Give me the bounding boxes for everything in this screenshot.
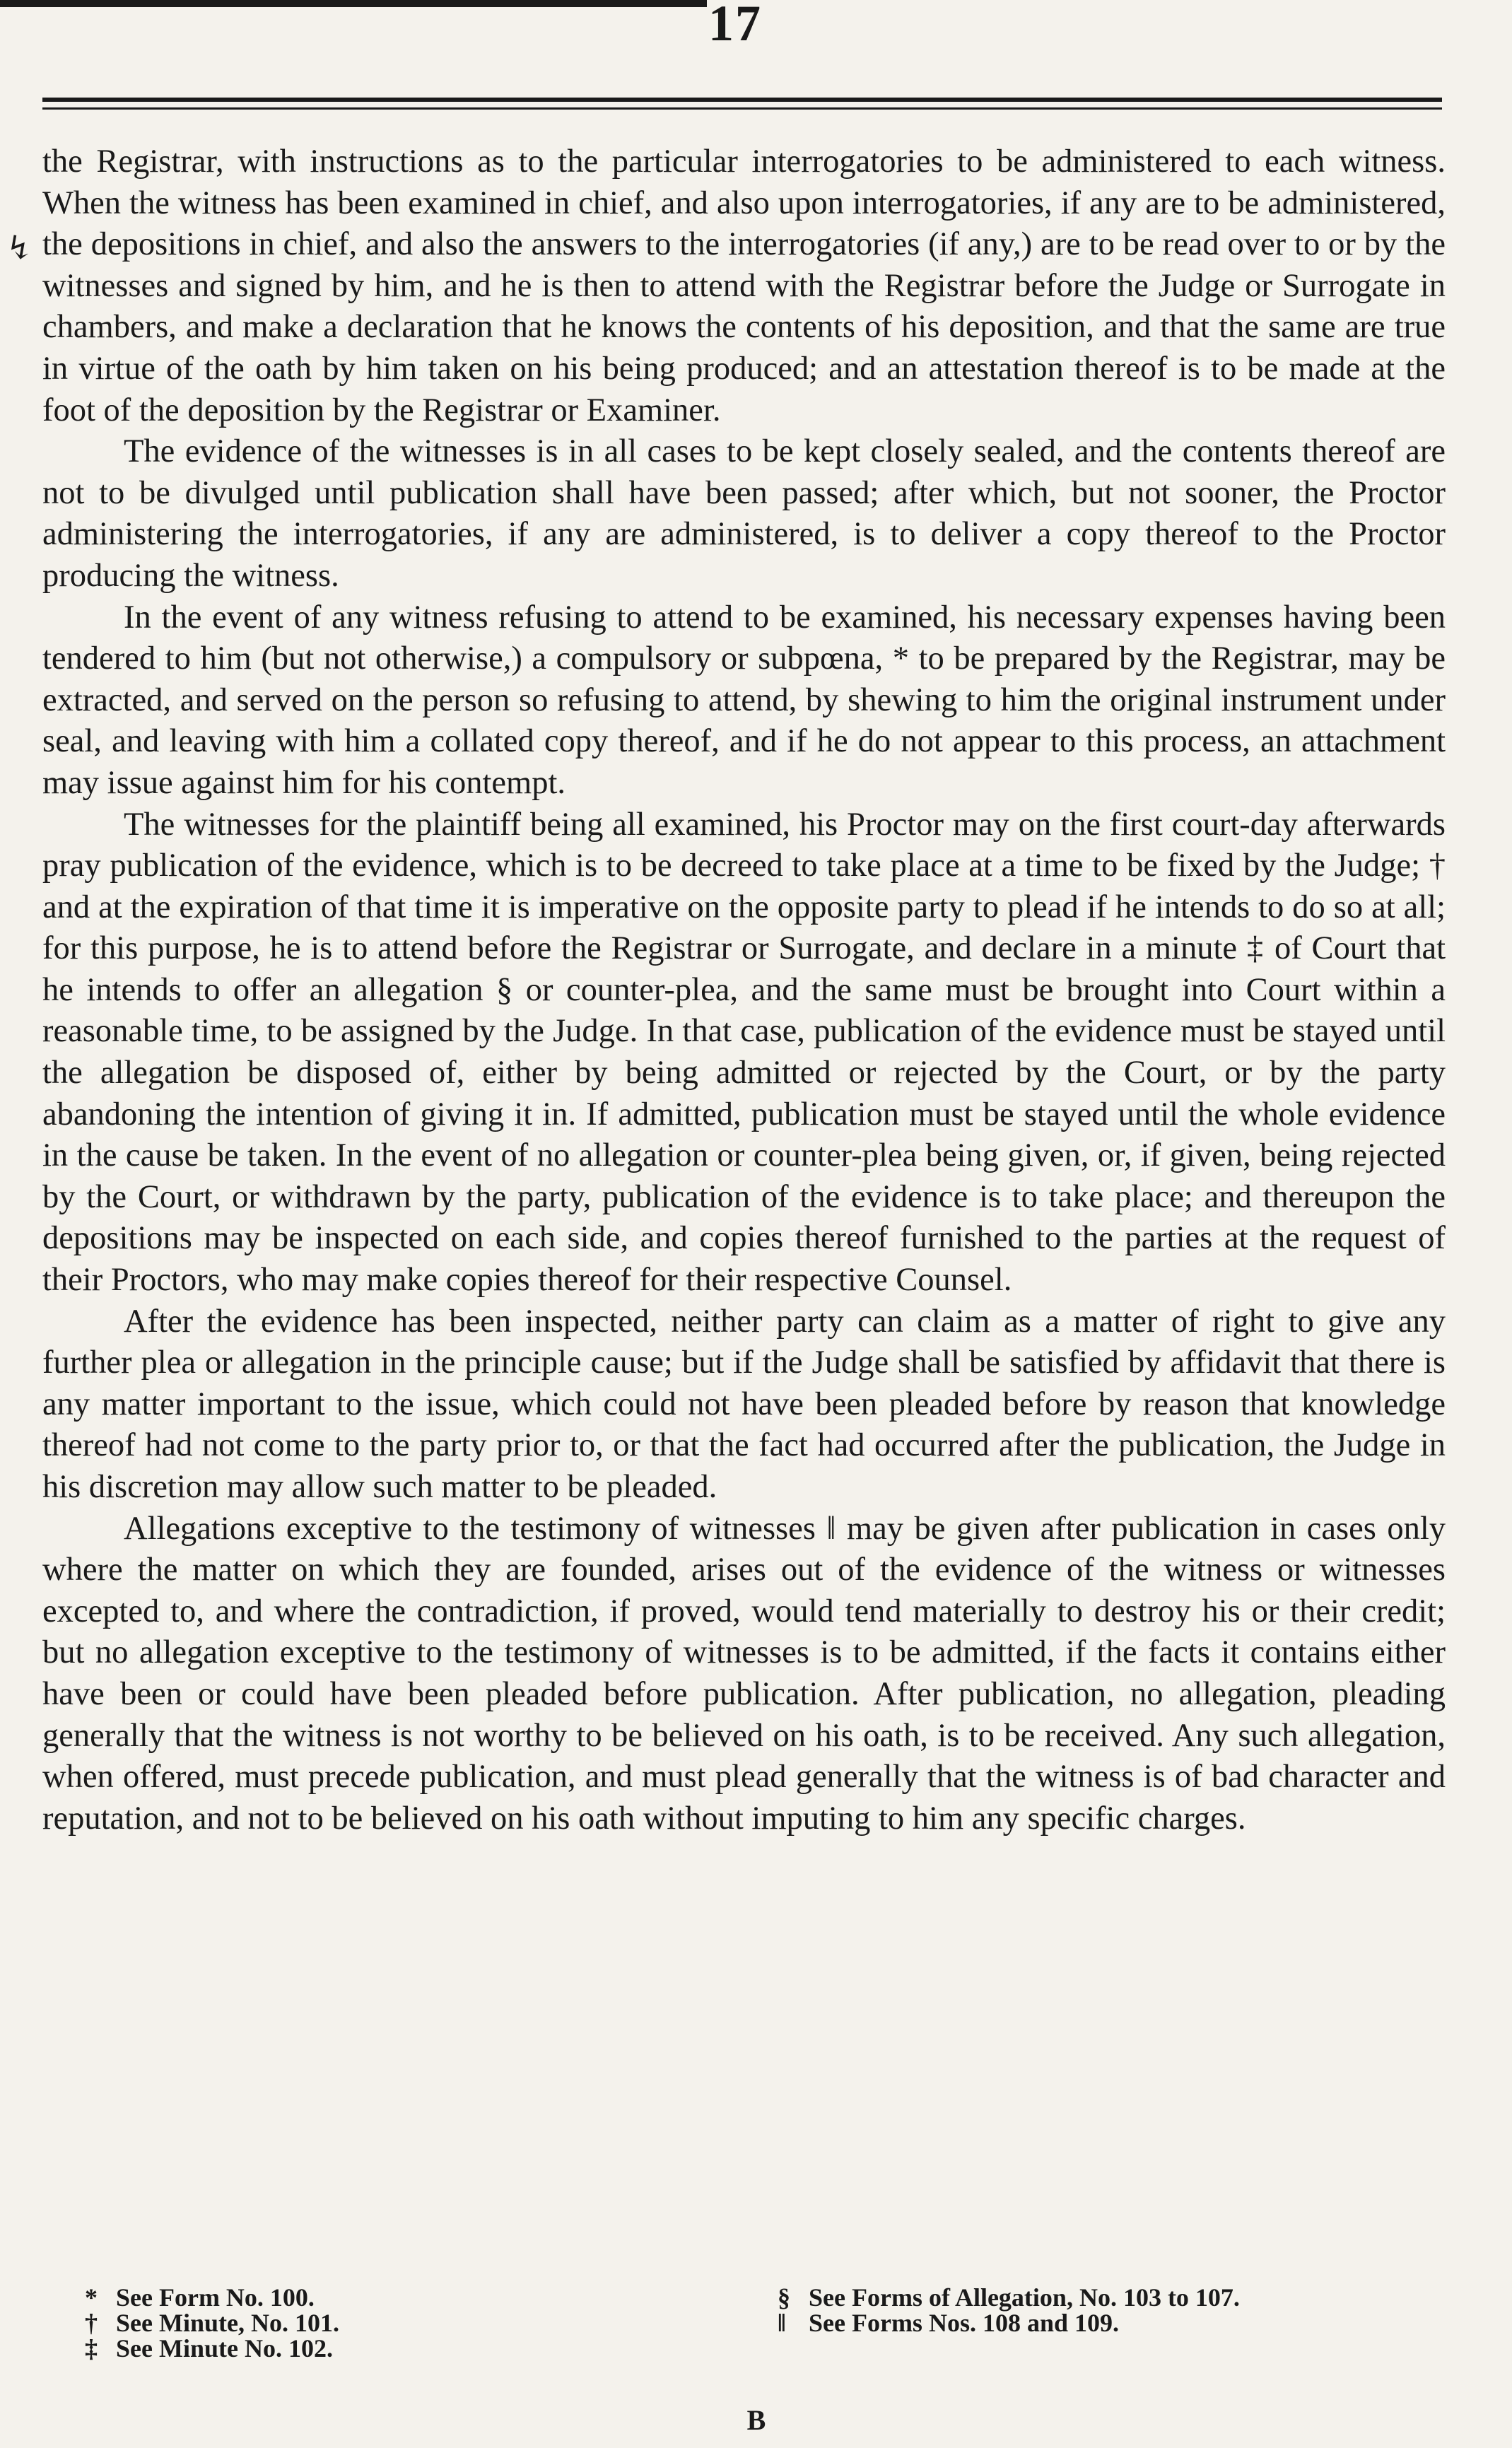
footnote-mark: § (778, 2283, 790, 2312)
footnote (85, 2310, 580, 2336)
paragraph-4: The witnesses for the plaintiff being all examined, his Proctor may on the first court-day afterwards pray publication of the evidence, which is to be decreed to take place at a time to be fixed by the Judge; † and at the expiration of that time it is imperative on the opposite party to plead if he intends to do so at all; for this purpose, he is to attend before the Registrar or Surrogate, and declare in a minute ‡ of Court that he intends to offer an allegation § or counter-plea, and the same must be brought into Court within a reasonable time, to be assigned by the Judge. In that case, publication of the evidence must be stayed until the allegation be disposed of, either by being admitted or rejected by the Court, or by the party abandoning the intention of giving it in. If admitted, publication must be stayed until the whole evidence in the cause be taken. In the event of no allegation or counter-plea being given, or, if given, being rejected by the Court, or withdrawn by the party, publication of the evidence is to take place; and thereupon the depositions may be inspected on each side, and copies thereof furnished to the parties at the request of their Proctors, who may make copies thereof for their respective Counsel. (42, 806, 1446, 1299)
footnotes-right-column (778, 2285, 1414, 2336)
margin-mark: ↯ (6, 230, 33, 266)
footnote (778, 2285, 1414, 2310)
footnote-mark: ‡ (85, 2334, 98, 2362)
footnote-text: See Minute No. 102. (116, 2334, 333, 2362)
footnote-text: See Form No. 100. (116, 2283, 315, 2312)
paragraph-6: Allegations exceptive to the testimony of witnesses ‖ may be given after publication in cases only where the matter on which they are founded, arises out of the evidence of the witness or witnesses excepted to, and where the contradiction, if proved, would tend materially to destroy his or their credit; but no allegation exceptive to the testimony of witnesses is to be admitted, if the facts it contains either have been or could have been pleaded before publication. After publication, no allegation, pleading generally that the witness is not worthy to be believed on his oath, is to be received. Any such allegation, when offered, must precede publication, and must plead generally that the witness is of bad character and reputation, and not to be believed on his oath without imputing to him any specific charges. (42, 1510, 1446, 1837)
footnote (778, 2310, 1414, 2336)
header-rule-thick (42, 98, 1442, 102)
paragraph-3: In the event of any witness refusing to attend to be examined, his necessary expenses having been tendered to him (but not otherwise,) a compulsory or subpœna, * to be prepared by the Registrar, may be extracted, and served on the person so refusing to attend, by shewing to him the original instrument under seal, and leaving with him a collated copy thereof, and if he do not appear to this process, an attachment may issue against him for his contempt. (42, 599, 1446, 801)
paragraph-5: After the evidence has been inspected, neither party can claim as a matter of right to give any further plea or allegation in the principle cause; but if the Judge shall be satisfied by affidavit that there is any matter important to the issue, which could not have been pleaded before by reason that knowledge thereof had not come to the party prior to, or that the fact had occurred after the publication, the Judge in his discretion may allow such matter to be pleaded. (42, 1303, 1446, 1505)
footnote-mark: * (85, 2283, 98, 2312)
footnote-text: See Forms of Allegation, No. 103 to 107. (809, 2283, 1240, 2312)
footnote-mark: ‖ (778, 2309, 786, 2337)
top-edge-rule (0, 0, 707, 7)
footnotes-left-column (85, 2285, 580, 2361)
footnote-text: See Forms Nos. 108 and 109. (809, 2309, 1119, 2337)
footnote-text: See Minute, No. 101. (116, 2309, 339, 2337)
footnote (85, 2336, 580, 2361)
footnote (85, 2285, 580, 2310)
page-number: 17 (708, 0, 762, 52)
header-rule-thin (42, 107, 1442, 110)
body-text (42, 141, 1446, 1839)
signature-mark: B (746, 2404, 766, 2436)
footnote-mark: † (85, 2309, 98, 2337)
paragraph-1: the Registrar, with instructions as to the particular interrogatories to be administered to each witness. When the witness has been examined in chief, and also upon interrogatories, if any are to be administered, the depositions in chief, and also the answers to the interrogatories (if any,) are to be read over to or by the witnesses and signed by him, and he is then to attend with the Registrar before the Judge or Surrogate in chambers, and make a declaration that he knows the contents of his deposition, and that the same are true in virtue of the oath by him taken on his being produced; and an attestation thereof is to be made at the foot of the deposition by the Registrar or Examiner. (42, 144, 1446, 428)
paragraph-2: The evidence of the witnesses is in all cases to be kept closely sealed, and the contents thereof are not to be divulged until publication shall have been passed; after which, but not sooner, the Proctor administering the interrogatories, if any are administered, is to deliver a copy thereof to the Proctor producing the witness. (42, 433, 1446, 594)
